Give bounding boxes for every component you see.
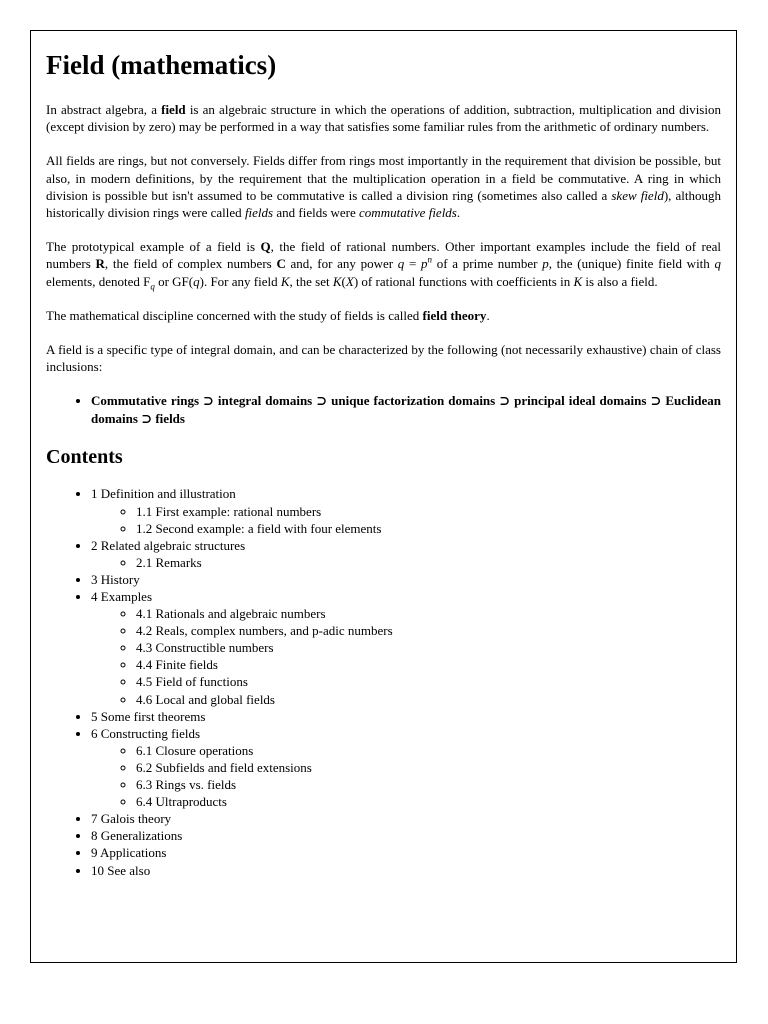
ex-t4: and, for any power bbox=[285, 256, 398, 272]
class-inclusion-list bbox=[46, 392, 721, 428]
ex-p2: p bbox=[542, 256, 549, 272]
ex-Q: Q bbox=[260, 239, 271, 255]
toc-sublink[interactable]: 4.3 Constructible numbers bbox=[136, 640, 274, 656]
ex-q1: q bbox=[397, 256, 405, 272]
ex-t7: , the (unique) finite field with bbox=[548, 256, 715, 272]
table-of-contents bbox=[46, 485, 721, 878]
toc-sublink[interactable]: 6.2 Subfields and field extensions bbox=[136, 759, 312, 775]
rings-text-e: and fields were bbox=[273, 205, 360, 221]
examples-paragraph bbox=[46, 238, 721, 290]
toc-subitem bbox=[136, 742, 721, 759]
toc-item bbox=[91, 827, 721, 844]
toc-link[interactable]: 8 Generalizations bbox=[91, 828, 183, 844]
toc-link[interactable]: 5 Some first theorems bbox=[91, 708, 206, 724]
ex-t8: elements, denoted F bbox=[46, 273, 151, 289]
ex-R: R bbox=[95, 256, 105, 272]
ex-K3: K bbox=[573, 273, 583, 289]
toc-link[interactable]: 6 Constructing fields bbox=[91, 725, 201, 741]
toc-item bbox=[91, 862, 721, 879]
toc-link[interactable]: 2 Related algebraic structures bbox=[91, 537, 246, 553]
ex-p1: p bbox=[421, 256, 428, 272]
toc-item bbox=[91, 537, 721, 571]
intro-term-field: field bbox=[161, 102, 186, 117]
page-title: Field (mathematics) bbox=[46, 50, 277, 80]
toc-link[interactable]: 1 Definition and illustration bbox=[91, 486, 236, 502]
toc-sublink[interactable]: 6.1 Closure operations bbox=[136, 742, 254, 758]
toc-item bbox=[91, 708, 721, 725]
rings-term-skew-field: skew field bbox=[611, 187, 664, 203]
ex-t13: ) of rational functions with coefficients in bbox=[353, 273, 574, 289]
ft-term-field-theory: field theory bbox=[422, 307, 487, 323]
toc-subitem bbox=[136, 759, 721, 776]
ex-t6: of a prime number bbox=[432, 256, 543, 272]
ex-t5: = bbox=[404, 256, 422, 272]
toc-link[interactable]: 7 Galois theory bbox=[91, 811, 172, 827]
toc-item bbox=[91, 844, 721, 861]
ex-n: n bbox=[427, 255, 433, 266]
toc-sublink[interactable]: 4.2 Reals, complex numbers, and p-adic numbers bbox=[136, 623, 393, 639]
integral-domain-paragraph: A field is a specific type of integral domain, and can be characterized by the following (not necessarily exhaustive) chain of class inclusions: bbox=[46, 342, 721, 375]
toc-subitem bbox=[136, 793, 721, 810]
toc-sublist bbox=[91, 503, 721, 537]
ex-t12: ( bbox=[341, 273, 346, 289]
toc-sublink[interactable]: 1.1 First example: rational numbers bbox=[136, 503, 322, 519]
toc-subitem bbox=[136, 776, 721, 793]
class-inclusion-chain: • Commutative rings ⊃ integral domains ⊃ unique factorization domains ⊃ principal ideal domains ⊃ Euclidean domains ⊃ fields bbox=[91, 392, 721, 428]
contents-heading: Contents bbox=[46, 446, 123, 469]
toc-sublink[interactable]: 4.6 Local and global fields bbox=[136, 691, 275, 707]
field-theory-paragraph bbox=[46, 307, 721, 324]
toc-subitem bbox=[136, 520, 721, 537]
toc-subitem bbox=[136, 639, 721, 656]
rings-paragraph bbox=[46, 152, 721, 221]
ex-K2: K bbox=[332, 273, 342, 289]
rings-text-a: All fields are rings, but not conversely. Fields differ from rings most importantly in the requirement that division be possible, but also, in modern definitions, by the requirement that the multiplication operation in a field be commutative. A ring in which division is possible but isn't assumed to be commutative is called a division ring (sometimes also called a bbox=[46, 153, 721, 203]
toc-subitem bbox=[136, 691, 721, 708]
toc-subitem bbox=[136, 503, 721, 520]
toc-subitem bbox=[136, 622, 721, 639]
intro-text-c: is an algebraic structure in which the operations of addition, subtraction, multiplication and division (except division by zero) may be performed in a way that satisfies some familiar rules from the arithmetic of ordinary numbers. bbox=[46, 102, 721, 135]
toc-item bbox=[91, 571, 721, 588]
toc-sublink[interactable]: 4.4 Finite fields bbox=[136, 657, 218, 673]
ex-t2: , the field of rational numbers. Other important examples include the field of real numbers bbox=[46, 239, 721, 272]
toc-sublist bbox=[91, 742, 721, 810]
rings-text-c: ), although historically division rings were called bbox=[46, 187, 721, 221]
toc-sublink[interactable]: 4.1 Rationals and algebraic numbers bbox=[136, 606, 326, 622]
toc-item bbox=[91, 485, 721, 536]
ft-text-a: The mathematical discipline concerned with the study of fields is called bbox=[46, 307, 423, 323]
ex-t1: The prototypical example of a field is bbox=[46, 239, 261, 255]
toc-link[interactable]: 4 Examples bbox=[91, 589, 153, 604]
toc-item bbox=[91, 810, 721, 827]
toc-item bbox=[91, 725, 721, 810]
toc-subitem bbox=[136, 673, 721, 690]
toc-subitem bbox=[136, 605, 721, 622]
toc-sublist bbox=[91, 554, 721, 571]
toc-sublink[interactable]: 2.1 Remarks bbox=[136, 554, 202, 570]
rings-text-g: . bbox=[456, 205, 461, 221]
ex-t11: , the set bbox=[289, 273, 333, 289]
ex-C: C bbox=[276, 256, 286, 272]
document-page bbox=[30, 30, 737, 963]
ft-text-c: . bbox=[486, 307, 490, 323]
ex-q4: q bbox=[193, 273, 200, 289]
toc-link[interactable]: 3 History bbox=[91, 571, 140, 587]
ex-q2: q bbox=[714, 256, 721, 272]
ex-t14: is also a field. bbox=[582, 273, 658, 289]
intro-paragraph bbox=[46, 101, 721, 135]
ex-t9: or GF( bbox=[154, 273, 194, 289]
toc-sublink[interactable]: 6.3 Rings vs. fields bbox=[136, 777, 237, 793]
toc-item bbox=[91, 588, 721, 708]
intro-text-a: In abstract algebra, a bbox=[46, 102, 162, 117]
toc-sublink[interactable]: 1.2 Second example: a field with four elements bbox=[136, 520, 382, 536]
toc-subitem bbox=[136, 554, 721, 571]
toc-link[interactable]: 10 See also bbox=[91, 862, 151, 878]
ex-t3: , the field of complex numbers bbox=[104, 256, 277, 272]
ex-K1: K bbox=[280, 273, 290, 289]
ex-t10: ). For any field bbox=[199, 273, 281, 289]
ex-X: X bbox=[345, 273, 354, 289]
toc-link[interactable]: 9 Applications bbox=[91, 845, 167, 861]
rings-term-commutative-fields: commutative fields bbox=[359, 205, 457, 221]
toc-subitem bbox=[136, 656, 721, 673]
toc-sublink[interactable]: 6.4 Ultraproducts bbox=[136, 794, 227, 810]
toc-sublink[interactable]: 4.5 Field of functions bbox=[136, 674, 248, 690]
ex-q3: q bbox=[150, 281, 155, 292]
rings-term-fields: fields bbox=[244, 205, 274, 221]
toc-sublist bbox=[91, 605, 721, 708]
